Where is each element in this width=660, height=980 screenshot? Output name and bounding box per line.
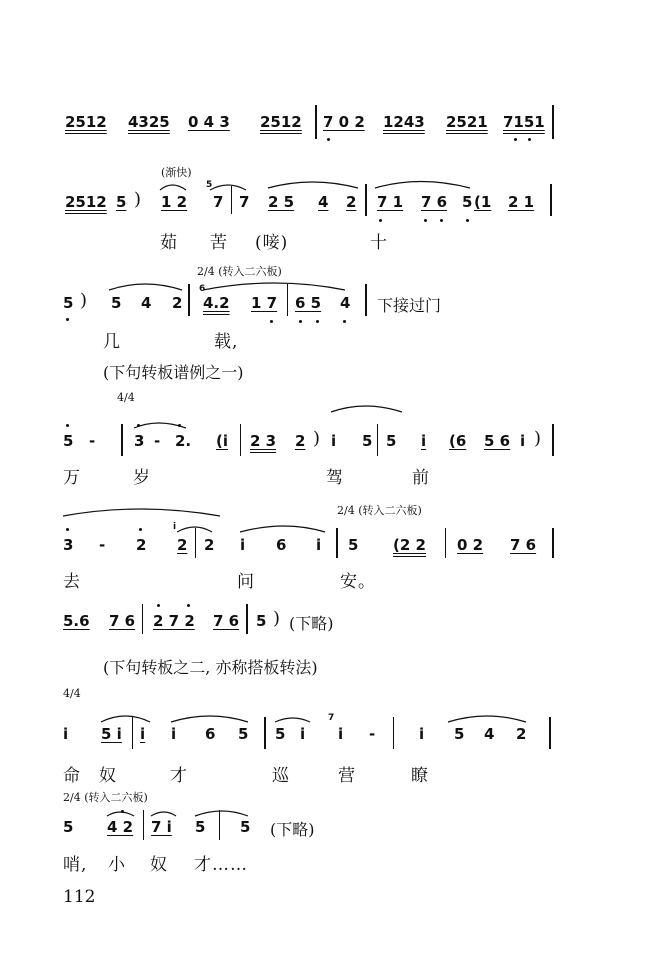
tempo-mark: (渐快) [161, 166, 192, 179]
close-paren: ) [313, 428, 321, 449]
lyric: 才 [170, 766, 188, 786]
note: (i [216, 432, 228, 450]
continuation-note: 下接过门 [377, 296, 442, 315]
bar-line [315, 105, 317, 139]
lyric: 前 [412, 468, 430, 488]
dash: - [89, 432, 96, 450]
lyric: 营 [338, 766, 356, 786]
note: 5 [348, 536, 359, 554]
note: 5 [63, 294, 74, 312]
note-group: 7 6 [510, 536, 537, 554]
low-octave-dot [299, 320, 302, 323]
note: 5 [195, 818, 206, 836]
low-octave-dot [514, 138, 517, 141]
lyric: 瞭 [411, 766, 429, 786]
note-group: 2 3 [250, 432, 277, 450]
note: 2 [295, 432, 306, 450]
lyric: 巡 [272, 766, 290, 786]
bar-line [219, 810, 220, 840]
low-octave-dot [327, 138, 330, 141]
note: i [316, 536, 322, 554]
high-octave-dot [187, 604, 190, 607]
notation-line-1 [0, 105, 660, 165]
grace-note: 5 [206, 180, 213, 190]
note: 2 [136, 536, 147, 554]
notation-line-6 [0, 600, 660, 660]
close-paren: ) [134, 189, 142, 210]
note: 2 [177, 536, 188, 554]
lyric: 奴 [99, 766, 117, 786]
high-octave-dot [66, 528, 69, 531]
note: i [419, 725, 425, 743]
high-octave-dot [139, 528, 142, 531]
note-group: 4325 [128, 113, 170, 131]
bar-line [142, 604, 143, 634]
note-group: 0 4 3 [188, 113, 230, 131]
bar-line [264, 717, 266, 749]
note-group: 6 5 [295, 294, 322, 312]
note: i [240, 536, 246, 554]
note: 2. [175, 432, 192, 450]
close-paren: ) [273, 608, 281, 629]
note: i [421, 432, 427, 450]
lyric: 安。 [340, 572, 376, 592]
lyric: 十 [370, 233, 388, 253]
note-group: 7 6 [109, 612, 136, 630]
bar-line [365, 184, 367, 216]
note: 3 [63, 536, 74, 554]
note: 2 [204, 536, 215, 554]
note: 5 [275, 725, 286, 743]
bar-line [549, 717, 551, 749]
bar-line [552, 424, 554, 456]
note: 5 [63, 818, 74, 836]
section-heading: (下句转板之二, 亦称搭板转法) [103, 658, 318, 677]
notation-line-5 [0, 520, 660, 580]
note: i [331, 432, 337, 450]
time-signature: 4/4 [117, 391, 135, 404]
note-group: 2512 [65, 113, 107, 131]
note-group: 7 1 [377, 193, 404, 211]
note-group: 4.2 [203, 294, 230, 312]
note-group: 7 0 2 [323, 113, 365, 131]
note-group: 5 6 [484, 432, 511, 450]
bar-line [377, 424, 378, 456]
low-octave-dot [528, 138, 531, 141]
lyric: 茹 [160, 233, 178, 253]
bar-line [246, 604, 248, 634]
high-octave-dot [137, 424, 140, 427]
note: 2 [346, 193, 357, 211]
lyric: 万 [63, 468, 81, 488]
time-signature: 4/4 [63, 687, 81, 700]
note: 4 [340, 294, 351, 312]
bar-line [365, 284, 367, 316]
note: 6 [205, 725, 216, 743]
omission-note: (下略) [270, 820, 315, 839]
note-group: 2 5 [268, 193, 295, 211]
note-group: 0 2 [457, 536, 484, 554]
note: 2 [516, 725, 527, 743]
note: 5 [454, 725, 465, 743]
slur [63, 509, 220, 516]
note-group: 2521 [446, 113, 488, 131]
note: 4 [141, 294, 152, 312]
meter-change-mark: 2/4 (转入二六板) [197, 265, 282, 278]
low-octave-dot [440, 219, 443, 222]
low-octave-dot [66, 318, 69, 321]
page-number: 112 [63, 887, 96, 907]
notation-line-2 [0, 180, 660, 240]
high-octave-dot [121, 810, 124, 813]
note-group: 7151 [503, 113, 545, 131]
bar-line [287, 284, 288, 316]
lyric: 驾 [326, 468, 344, 488]
meter-change-mark: 2/4 (转入二六板) [337, 504, 422, 517]
note-group: 1 2 [161, 193, 188, 211]
dash: - [369, 725, 376, 743]
bar-line [552, 105, 554, 139]
low-octave-dot [466, 219, 469, 222]
omission-note: (下略) [289, 614, 334, 633]
bar-line [132, 717, 133, 749]
high-octave-dot [178, 424, 181, 427]
bar-line [393, 717, 394, 749]
note-group: 2512 [260, 113, 302, 131]
note-group: 7 i [151, 818, 172, 836]
low-octave-dot [424, 219, 427, 222]
note-group: 2 7 2 [153, 612, 195, 630]
bar-line [550, 184, 552, 216]
lyric: 问 [237, 572, 255, 592]
lyric: 几 [103, 332, 121, 352]
notation-line-8 [0, 808, 660, 868]
note: 7 [239, 193, 250, 211]
note: 7 [213, 193, 224, 211]
note: 5 [362, 432, 373, 450]
bar-line [143, 810, 144, 840]
note: i [300, 725, 306, 743]
note-group: 4 2 [107, 818, 134, 836]
dash: - [99, 536, 106, 554]
dash: - [154, 432, 161, 450]
note-group: 5 i [101, 725, 122, 743]
lyric: 载, [214, 332, 239, 352]
grace-note: i [173, 522, 177, 532]
lyric: 岁 [133, 468, 151, 488]
lyric: 才…… [194, 855, 248, 875]
bar-line [188, 284, 190, 316]
bar-line [240, 424, 241, 456]
grace-note: 6 [199, 284, 206, 294]
close-paren: ) [80, 290, 88, 311]
lyric: 去 [63, 572, 81, 592]
note: 5 [111, 294, 122, 312]
bar-line [552, 528, 554, 558]
low-octave-dot [316, 320, 319, 323]
low-octave-dot [343, 320, 346, 323]
note: 5 [256, 612, 267, 630]
bar-line [195, 528, 196, 558]
bar-line [121, 424, 123, 456]
note: i [171, 725, 177, 743]
lyric: (唼) [255, 233, 289, 253]
grace-note: 7 [328, 713, 335, 723]
note-group: 5.6 [63, 612, 90, 630]
note-group: 2512 [65, 193, 107, 211]
note: 6 [276, 536, 287, 554]
meter-change-mark: 2/4 (转入二六板) [63, 791, 148, 804]
note: 5 [240, 818, 251, 836]
lyric: 苦 [210, 233, 228, 253]
high-octave-dot [66, 424, 69, 427]
notation-line-3 [0, 280, 660, 340]
low-octave-dot [270, 320, 273, 323]
lyric: 哨, [63, 855, 88, 875]
note: 5 [63, 432, 74, 450]
note-group: 7 6 [213, 612, 240, 630]
close-paren: ) [534, 428, 542, 449]
note: 3 [134, 432, 145, 450]
note-group: 2 1 [508, 193, 535, 211]
note-group: 5 [116, 193, 127, 211]
note: i [63, 725, 69, 743]
note: i [338, 725, 344, 743]
bar-line [231, 186, 232, 214]
note: 5 [462, 193, 473, 211]
note: i [520, 432, 526, 450]
slur [331, 406, 402, 412]
note: 5 [238, 725, 249, 743]
note: 5 [386, 432, 397, 450]
note: 4 [484, 725, 495, 743]
note: 2 [172, 294, 183, 312]
note-group: (1 [474, 193, 492, 211]
section-heading: (下句转板谱例之一) [103, 363, 244, 382]
note-group: 7 6 [421, 193, 448, 211]
note-group: 1243 [383, 113, 425, 131]
note: i [140, 725, 146, 743]
note: (6 [449, 432, 467, 450]
lyric: 命 [63, 766, 81, 786]
high-octave-dot [157, 604, 160, 607]
bar-line [336, 528, 338, 558]
note-group: 1 7 [251, 294, 278, 312]
note-group: (2 2 [393, 536, 426, 554]
lyric: 小 [108, 855, 126, 875]
low-octave-dot [379, 219, 382, 222]
lyric: 奴 [150, 855, 168, 875]
note: 4 [318, 193, 329, 211]
bar-line [445, 528, 446, 558]
